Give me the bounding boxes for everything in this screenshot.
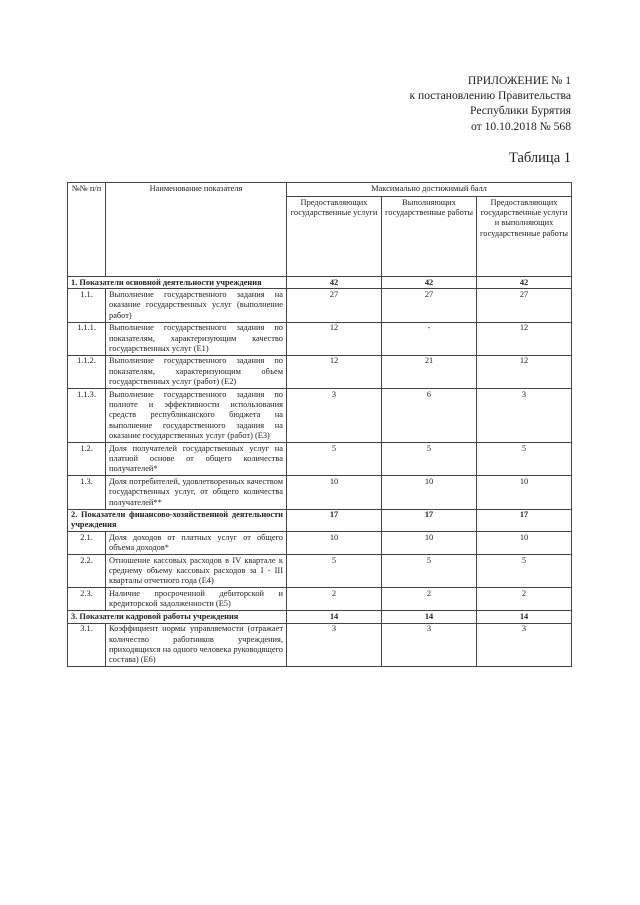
indicator-name: Выполнение государственного задания по показателям, характеризующим качество государственных услуг (Е1): [106, 322, 287, 355]
indicator-name: Выполнение государственного задания по показателям, характеризующим объем государственных услуг (работ) (Е2): [106, 355, 287, 388]
score-cell: 17: [287, 509, 382, 532]
table-row: [68, 322, 572, 355]
score-cell: 12: [477, 322, 572, 355]
section-title: 1. Показатели основной деятельности учреждения: [68, 277, 287, 289]
section-row: [68, 277, 572, 289]
table-row: [68, 443, 572, 476]
row-number: 1.3.: [68, 476, 106, 509]
row-number: 1.1.1.: [68, 322, 106, 355]
score-cell: 17: [477, 509, 572, 532]
indicator-name: Доля потребителей, удовлетворенных качеством государственных услуг, от общего количества получателей**: [106, 476, 287, 509]
appendix-line-3: Республики Бурятия: [470, 104, 571, 118]
score-cell: 10: [287, 476, 382, 509]
score-cell: 5: [477, 555, 572, 588]
score-cell: 12: [287, 355, 382, 388]
col-name-header: Наименование показателя: [106, 183, 287, 277]
score-cell: 6: [382, 389, 477, 443]
row-number: 1.1.3.: [68, 389, 106, 443]
score-cell: 10: [382, 532, 477, 555]
indicator-name: Выполнение государственного задания на оказание государственных услуг (выполнение работ): [106, 289, 287, 322]
score-cell: 42: [477, 277, 572, 289]
table-row: [68, 476, 572, 509]
score-cell: 12: [477, 355, 572, 388]
score-cell: 2: [287, 588, 382, 611]
score-cell: 5: [287, 443, 382, 476]
score-cell: 5: [382, 555, 477, 588]
score-cell: 5: [382, 443, 477, 476]
section-title: 3. Показатели кадровой работы учреждения: [68, 611, 287, 623]
score-cell: 27: [477, 289, 572, 322]
row-number: 1.1.2.: [68, 355, 106, 388]
row-number: 1.2.: [68, 443, 106, 476]
score-cell: 21: [382, 355, 477, 388]
score-cell: -: [382, 322, 477, 355]
row-number: 3.1.: [68, 623, 106, 667]
table-row: [68, 555, 572, 588]
sub-header-works: Выполняющих государственные работы: [382, 197, 477, 277]
indicator-name: Доля доходов от платных услуг от общего объема доходов*: [106, 532, 287, 555]
appendix-title: ПРИЛОЖЕНИЕ № 1: [467, 74, 571, 87]
section-row: [68, 509, 572, 532]
score-cell: 27: [287, 289, 382, 322]
score-cell: 14: [477, 611, 572, 623]
score-cell: 2: [477, 588, 572, 611]
score-cell: 3: [477, 623, 572, 667]
indicator-name: Отношение кассовых расходов в IV квартале к среднему объему кассовых расходов за I - III кварталы отчетного года (Е4): [106, 555, 287, 588]
appendix-header: [271, 73, 571, 134]
table-row: [68, 389, 572, 443]
row-number: 1.1.: [68, 289, 106, 322]
max-score-header: Максимально достижимый балл: [287, 183, 572, 197]
section-title: 2. Показатели финансово-хозяйственной деятельности учреждения: [68, 509, 287, 532]
row-number: 2.2.: [68, 555, 106, 588]
appendix-line-4: от 10.10.2018 № 568: [470, 119, 571, 133]
score-cell: 42: [287, 277, 382, 289]
score-cell: 5: [477, 443, 572, 476]
score-cell: 42: [382, 277, 477, 289]
score-cell: 3: [287, 389, 382, 443]
row-number: 2.1.: [68, 532, 106, 555]
score-cell: 10: [477, 532, 572, 555]
indicator-name: Доля получателей государственных услуг на платной основе от общего количества получателей*: [106, 443, 287, 476]
table-row: [68, 623, 572, 667]
table-row: [68, 289, 572, 322]
col-num-header: №№ п/п: [68, 183, 106, 277]
score-cell: 27: [382, 289, 477, 322]
score-cell: 17: [382, 509, 477, 532]
table-body: [68, 277, 572, 667]
appendix-line-2: к постановлению Правительства: [409, 89, 571, 103]
table-row: [68, 355, 572, 388]
score-cell: 10: [477, 476, 572, 509]
indicator-name: Выполнение государственного задания по полноте и эффективности использования средств республиканского бюджета на выполнение государственного задания на оказание государственных услуг (работ) (Е3): [106, 389, 287, 443]
score-cell: 14: [382, 611, 477, 623]
sub-header-services-and-works: Предоставляющих государственные услуги и выполняющих государственные работы: [477, 197, 572, 277]
score-cell: 5: [287, 555, 382, 588]
score-cell: 3: [477, 389, 572, 443]
section-row: [68, 611, 572, 623]
row-number: 2.3.: [68, 588, 106, 611]
score-cell: 12: [287, 322, 382, 355]
indicators-table: [67, 182, 572, 667]
score-cell: 3: [382, 623, 477, 667]
score-cell: 2: [382, 588, 477, 611]
indicator-name: Коэффициент нормы управляемости (отражает количество работников учреждения, приходящихся на одного человека руководящего состава) (Е6): [106, 623, 287, 667]
table-label: Таблица 1: [508, 150, 571, 166]
score-cell: 3: [287, 623, 382, 667]
sub-header-services: Предоставляющих государственные услуги: [287, 197, 382, 277]
indicator-name: Наличие просроченной дебиторской и кредиторской задолженности (Е5): [106, 588, 287, 611]
table-row: [68, 532, 572, 555]
score-cell: 14: [287, 611, 382, 623]
table-row: [68, 588, 572, 611]
score-cell: 10: [287, 532, 382, 555]
score-cell: 10: [382, 476, 477, 509]
